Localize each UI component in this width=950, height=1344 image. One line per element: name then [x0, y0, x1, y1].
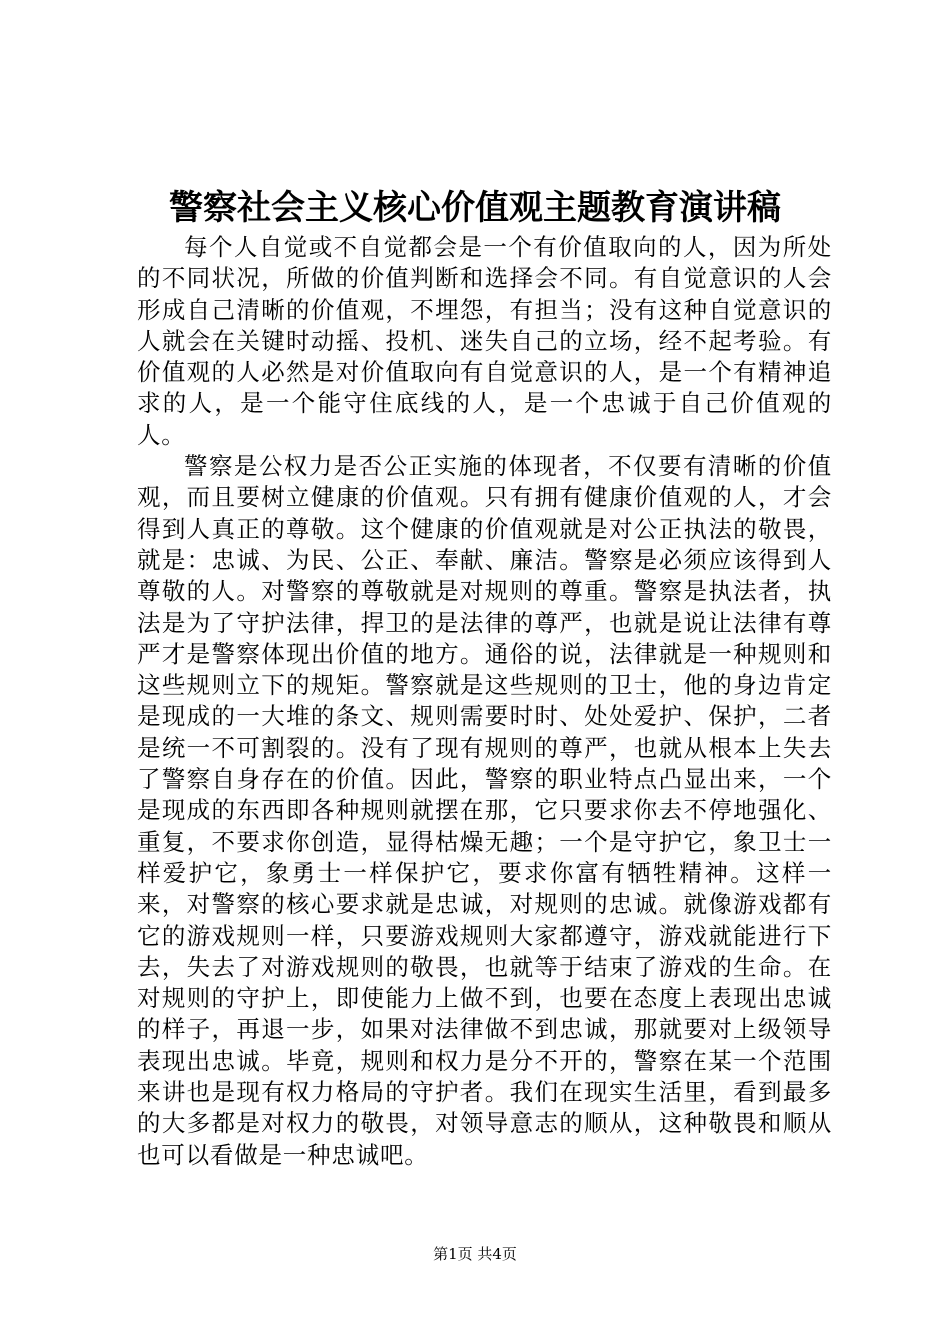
paragraph-2: 警察是公权力是否公正实施的体现者，不仅要有清晰的价值观，而且要树立健康的价值观。只有拥有健康价值观的人，才会得到人真正的尊敬。这个健康的价值观就是对公正执法的敬畏，就是：忠诚、为民、公正、奉献、廉洁。警察是必须应该得到人尊敬的人。对警察的尊敬就是对规则的尊重。警察是执法者，执法是为了守护法律，捍卫的是法律的尊严，也就是说让法律有尊严才是警察体现出价值的地方。通俗的说，法律就是一种规则和这些规则立下的规矩。警察就是这些规则的卫士，他的身边肯定是现成的一大堆的条文、规则需要时时、处处爱护、保护，二者是统一不可割裂的。没有了现有规则的尊严，也就从根本上失去了警察自身存在的价值。因此，警察的职业特点凸显出来，一个是现成的东西即各种规则就摆在那，它只要求你去不停地强化、重复，不要求你创造，显得枯燥无趣；一个是守护它，象卫士一样爱护它，象勇士一样保护它，要求你富有牺牲精神。这样一来，对警察的核心要求就是忠诚，对规则的忠诚。就像游戏都有它的游戏规则一样，只要游戏规则大家都遵守，游戏就能进行下去，失去了对游戏规则的敬畏，也就等于结束了游戏的生命。在对规则的守护上，即使能力上做不到，也要在态度上表现出忠诚的样子，再退一步，如果对法律做不到忠诚，那就要对上级领导表现出忠诚。毕竟，规则和权力是分不开的，警察在某一个范围来讲也是现有权力格局的守护者。我们在现实生活里，看到最多的大多都是对权力的敬畏，对领导意志的顺从，这种敬畏和顺从也可以看做是一种忠诚吧。 — [137, 452, 832, 1169]
paragraph-1: 每个人自觉或不自觉都会是一个有价值取向的人，因为所处的不同状况，所做的价值判断和选择会不同。有自觉意识的人会形成自己清晰的价值观，不埋怨，有担当；没有这种自觉意识的人就会在关键时动摇、投机、迷失自己的立场，经不起考验。有价值观的人必然是对价值取向有自觉意识的人，是一个有精神追求的人，是一个能守住底线的人，是一个忠诚于自己价值观的人。 — [137, 233, 832, 449]
page-number-footer: 第1页 共4页 — [433, 1245, 517, 1263]
document-body — [137, 232, 832, 1171]
document-title: 警察社会主义核心价值观主题教育演讲稿 — [169, 188, 781, 228]
